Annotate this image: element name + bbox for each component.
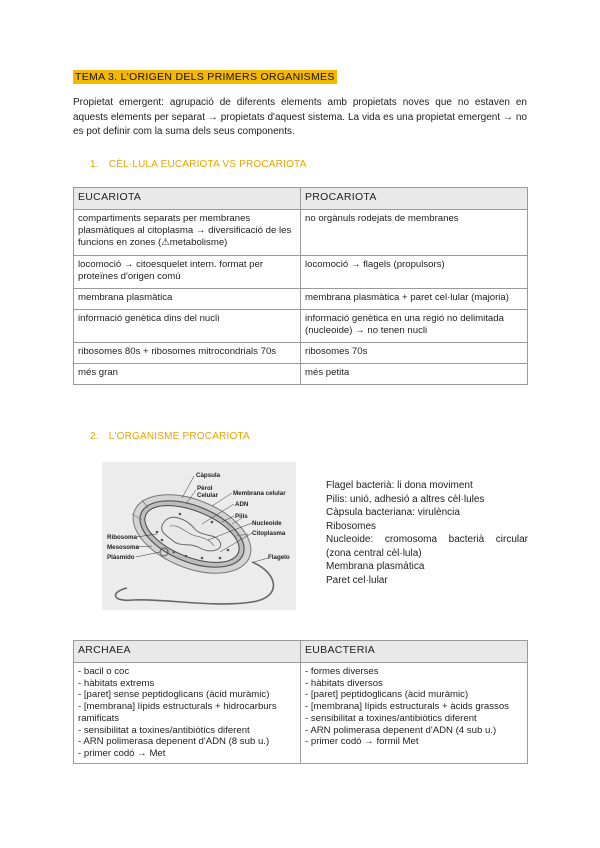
table-cell: ribosomes 80s + ribosomes mitrocondrials 70s [74,343,301,364]
list-item: - formes diverses [305,666,379,677]
list-item: Càpsula bacteriana: virulència [326,507,460,518]
label-ribosoma: Ribosoma [107,534,137,541]
list-item: - sensibilitat a toxines/antibiòtics diferent [78,724,250,736]
eubacteria-list [305,666,523,748]
table2-header-eubacteria: EUBACTERIA [301,641,528,663]
label-flagelo: Flagelo [268,554,290,561]
section-1-heading [90,159,307,170]
table-cell: més gran [74,364,301,385]
archaea-cell [74,663,301,764]
list-item: Nucleoide: cromosoma bacterià circular (zona central cèl·lula) [326,534,528,559]
label-mesosoma: Mesosoma [107,544,139,551]
table-row [74,289,528,310]
list-item: - primer codó → formil Met [305,736,419,748]
list-item: - hàbitats extrems [78,677,155,689]
list-item: - ARN polimerasa depenent d'ADN (4 sub u.) [305,724,497,736]
table-row [74,310,528,343]
label-adn: ADN [235,501,249,508]
list-item: Flagel bacterià: li dona moviment [326,480,473,491]
intro-paragraph: Propietat emergent: agrupació de diferents elements amb propietats noves que no estaven en aquests elements per separat → propietats d'aquest sistema. La vida es una propietat emergent → no es pot definir com la suma dels seus components. [73,97,527,138]
list-item: - ARN polimerasa depenent d'ADN (8 sub u.) [78,736,270,748]
table-cell: ribosomes 70s [301,343,528,364]
list-item: - sensibilitat a toxines/antibiòtics diferent [305,712,477,724]
table-cell: locomoció → citoesquelet intern. format per proteïnes d'origen comú [74,256,301,289]
label-citoplasma: Citoplasma [252,530,286,537]
label-plasmido: Plàsmido [107,554,135,561]
list-item: Paret cel·lular [326,574,388,586]
list-item: - [paret] peptidoglicans (àcid muràmic) [305,689,469,701]
eubacteria-cell [301,663,528,764]
table-cell: membrana plasmàtica [74,289,301,310]
section-2-number: 2. [90,431,99,442]
table-row [74,210,528,256]
table-cell: informació genètica dins del nucli [74,310,301,343]
table-row [74,343,528,364]
label-pilis: Pilis [235,513,248,520]
table-cell: més petita [301,364,528,385]
label-capsula: Càpsula [196,472,221,479]
list-item: - hàbitats diversos [305,677,383,689]
table-row [74,256,528,289]
table1-header-eukaryote: EUCARIOTA [74,188,301,210]
list-item: Membrana plasmàtica [326,561,425,572]
table-cell: locomoció → flagels (propulsors) [301,256,528,289]
table-row [74,663,528,764]
table2-header-archaea: ARCHAEA [74,641,301,663]
section-2-title: L'ORGANISME PROCARIOTA [108,431,250,442]
table-cell: compartiments separats per membranes plasmàtiques al citoplasma → diversificació de les funcions en zones (⚠metabolisme) [74,210,301,256]
label-paret: Pèrol [197,485,213,492]
label-membrana: Membrana celular [233,490,286,497]
table-row [74,364,528,385]
eukaryote-prokaryote-table [73,187,528,385]
list-item: - [paret] sense peptidoglicans (àcid muràmic) [78,689,270,701]
list-item: - [membrana] lípids estructurals + àcids grassos [305,701,509,713]
prokaryote-parts-list [326,479,528,587]
table-cell: no orgànuls rodejats de membranes [301,210,528,256]
archaea-eubacteria-table [73,640,528,764]
section-1-title: CÈL·LULA EUCARIOTA VS PROCARIOTA [108,159,307,170]
list-item: - bacil o coc [78,666,130,677]
table-cell: informació genètica en una regió no delimitada (nucleoide) → no tenen nucli [301,310,528,343]
table1-header-prokaryote: PROCARIOTA [301,188,528,210]
table-cell: membrana plasmàtica + paret cel·lular (majoria) [301,289,528,310]
list-item: - primer codó → Met [78,747,166,759]
list-item: - [membrana] lípids estructurals + hidrocarburs ramificats [78,701,277,724]
page-title: TEMA 3. L'ORIGEN DELS PRIMERS ORGANISMES [75,71,335,83]
section-2-heading [90,431,250,442]
prokaryote-diagram [102,462,296,610]
list-item: Ribosomes [326,520,377,532]
archaea-list [78,666,296,760]
section-1-number: 1. [90,159,99,170]
prokaryote-diagram-svg [102,462,296,610]
list-item: Pilis: unió, adhesió a altres cèl·lules [326,493,485,505]
label-nucleoide: Nucleoide [252,520,282,527]
label-paret-2: Celular [197,492,218,499]
